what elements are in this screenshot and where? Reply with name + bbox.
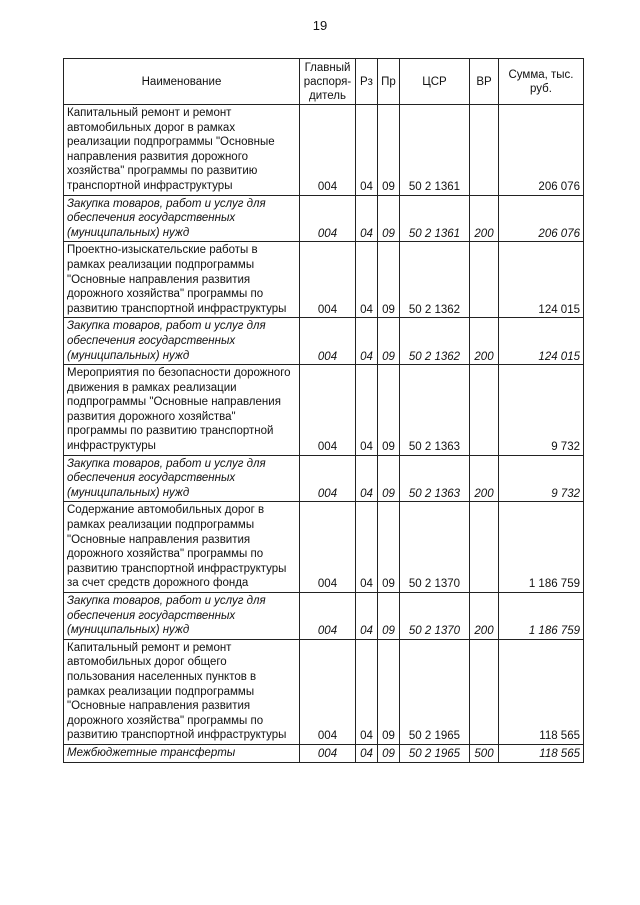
table-row [64,318,584,365]
cell-rz: 04 [356,195,378,242]
header-sum: Сумма, тыс. руб. [499,59,584,105]
cell-admin: 004 [300,744,356,762]
cell-sum: 124 015 [499,242,584,318]
cell-name: Капитальный ремонт и ремонт автомобильных дорог общего пользования населенных пунктов в рамках реализации подпрограммы "Основные направления развития дорожного хозяйства" программы по развитию транспортной инфраструктуры [64,639,300,744]
cell-rz: 04 [356,639,378,744]
cell-sum: 1 186 759 [499,502,584,593]
cell-csr: 50 2 1362 [400,242,470,318]
cell-vr [470,502,499,593]
cell-vr [470,639,499,744]
cell-pr: 09 [378,455,400,502]
cell-rz: 04 [356,593,378,640]
table-row [64,242,584,318]
cell-rz: 04 [356,105,378,196]
cell-rz: 04 [356,318,378,365]
cell-vr: 200 [470,455,499,502]
page-number: 19 [312,18,328,33]
cell-admin: 004 [300,365,356,456]
cell-rz: 04 [356,455,378,502]
header-csr: ЦСР [400,59,470,105]
cell-pr: 09 [378,502,400,593]
cell-sum: 9 732 [499,365,584,456]
cell-admin: 004 [300,195,356,242]
table-row [64,455,584,502]
table-header-row [64,59,584,105]
table-row [64,105,584,196]
cell-admin: 004 [300,502,356,593]
cell-vr [470,365,499,456]
cell-name: Закупка товаров, работ и услуг для обеспечения государственных (муниципальных) нужд [64,455,300,502]
cell-rz: 04 [356,744,378,762]
header-pr: Пр [378,59,400,105]
cell-name: Мероприятия по безопасности дорожного движения в рамках реализации подпрограммы "Основные направления развития дорожного хозяйства" программы по развитию транспортной инфраструктуры [64,365,300,456]
cell-csr: 50 2 1370 [400,502,470,593]
cell-rz: 04 [356,242,378,318]
cell-vr [470,105,499,196]
cell-pr: 09 [378,242,400,318]
header-name: Наименование [64,59,300,105]
table-body [64,105,584,763]
header-admin: Главный распоря-дитель [300,59,356,105]
cell-pr: 09 [378,639,400,744]
cell-name: Закупка товаров, работ и услуг для обеспечения государственных (муниципальных) нужд [64,593,300,640]
cell-vr: 200 [470,593,499,640]
cell-csr: 50 2 1362 [400,318,470,365]
table-row [64,593,584,640]
cell-csr: 50 2 1363 [400,455,470,502]
header-vr: ВР [470,59,499,105]
cell-csr: 50 2 1363 [400,365,470,456]
cell-name: Закупка товаров, работ и услуг для обеспечения государственных (муниципальных) нужд [64,318,300,365]
cell-sum: 1 186 759 [499,593,584,640]
cell-pr: 09 [378,195,400,242]
table-row [64,744,584,762]
cell-admin: 004 [300,318,356,365]
cell-admin: 004 [300,242,356,318]
cell-rz: 04 [356,365,378,456]
cell-csr: 50 2 1361 [400,195,470,242]
cell-sum: 206 076 [499,105,584,196]
cell-name: Содержание автомобильных дорог в рамках реализации подпрограммы "Основные направления развития дорожного хозяйства" программы по развитию транспортной инфраструктуры за счет средств дорожного фонда [64,502,300,593]
cell-vr [470,242,499,318]
cell-pr: 09 [378,365,400,456]
cell-admin: 004 [300,593,356,640]
table-row [64,639,584,744]
cell-sum: 9 732 [499,455,584,502]
cell-vr: 200 [470,318,499,365]
cell-csr: 50 2 1965 [400,744,470,762]
header-rz: Рз [356,59,378,105]
cell-sum: 124 015 [499,318,584,365]
cell-admin: 004 [300,455,356,502]
cell-sum: 118 565 [499,744,584,762]
budget-table [63,58,584,763]
cell-csr: 50 2 1965 [400,639,470,744]
cell-name: Закупка товаров, работ и услуг для обеспечения государственных (муниципальных) нужд [64,195,300,242]
cell-vr: 500 [470,744,499,762]
table-row [64,502,584,593]
cell-pr: 09 [378,744,400,762]
cell-sum: 118 565 [499,639,584,744]
cell-name: Проектно-изыскательские работы в рамках реализации подпрограммы "Основные направления развития дорожного хозяйства" программы по развитию транспортной инфраструктуры [64,242,300,318]
cell-pr: 09 [378,593,400,640]
cell-csr: 50 2 1361 [400,105,470,196]
cell-sum: 206 076 [499,195,584,242]
cell-name: Капитальный ремонт и ремонт автомобильных дорог в рамках реализации подпрограммы "Основные направления развития дорожного хозяйства" программы по развитию транспортной инфраструктуры [64,105,300,196]
cell-name: Межбюджетные трансферты [64,744,300,762]
cell-rz: 04 [356,502,378,593]
cell-admin: 004 [300,639,356,744]
cell-admin: 004 [300,105,356,196]
cell-pr: 09 [378,318,400,365]
table-row [64,195,584,242]
cell-csr: 50 2 1370 [400,593,470,640]
table-row [64,365,584,456]
cell-pr: 09 [378,105,400,196]
cell-vr: 200 [470,195,499,242]
